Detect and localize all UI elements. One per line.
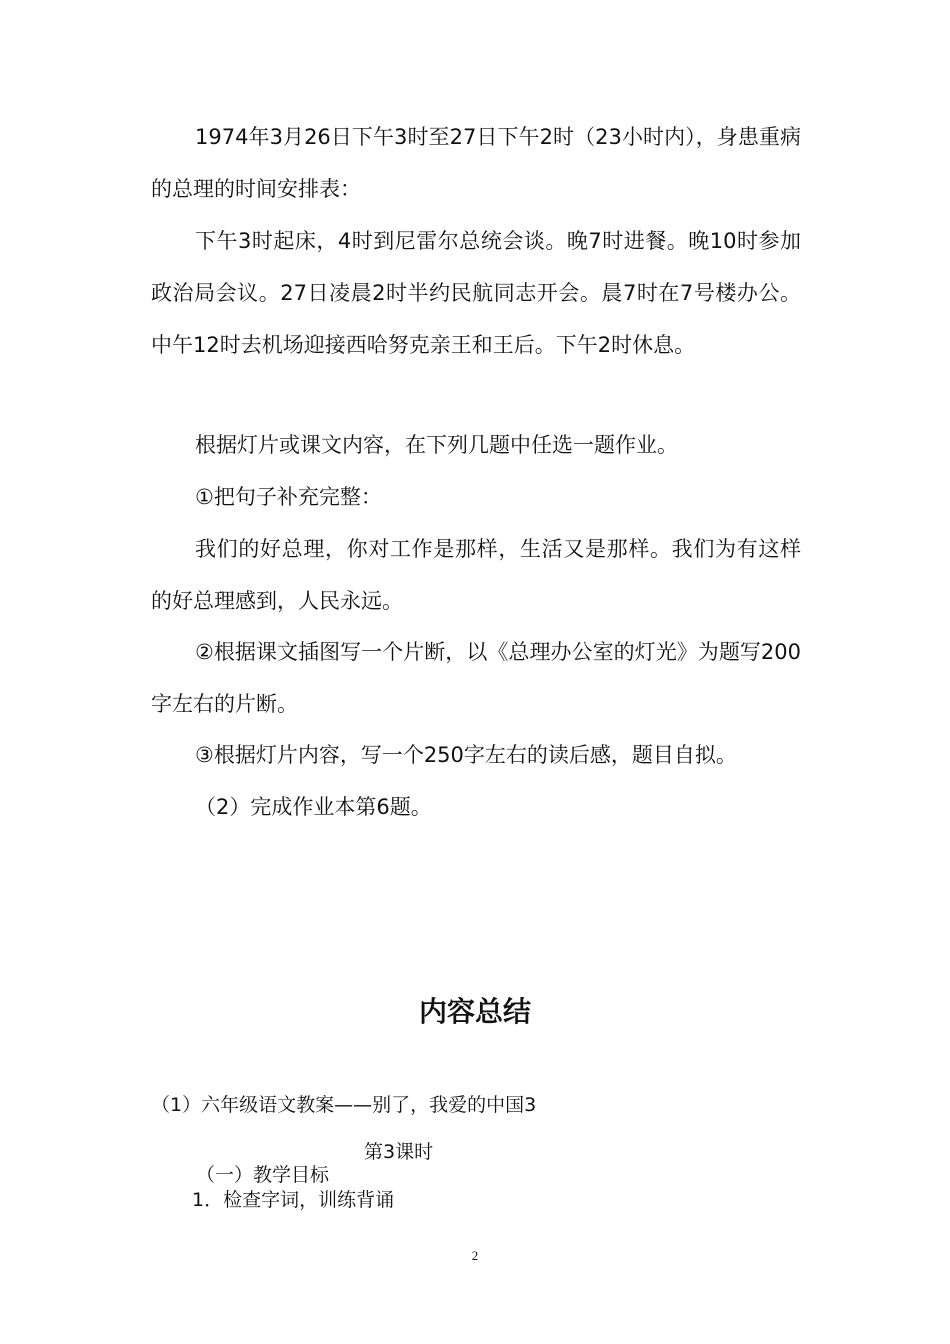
summary-title: 内容总结 (418, 995, 531, 1028)
paragraph-assignment-instruction: 根据灯片或课文内容，在下列几题中任选一题作业。 (195, 433, 678, 457)
paragraph-option-2: ②根据课文插图写一个片断，以《总理办公室的灯光》为题写200字左右的片断。 (151, 640, 801, 716)
paragraph-schedule-intro: 1974年3月26日下午3时至27日下午2时（23小时内），身患重病的总理的时间安排表： (151, 125, 801, 201)
paragraph-option-1-heading: ①把句子补充完整： (195, 485, 382, 509)
paragraph-option-1-sentence: 我们的好总理，你对工作是那样，生活又是那样。我们为有这样的好总理感到，人民永远。 (151, 537, 801, 613)
summary-objective-item: 1．检查字词，训练背诵 (192, 1189, 395, 1211)
paragraph-schedule-details: 下午3时起床，4时到尼雷尔总统会谈。晚7时进餐。晚10时参加政治局会议。27日凌晨2时半约民航同志开会。晨7时在7号楼办公。中午12时去机场迎接西哈努克亲王和王后。下午2时休息。 (151, 229, 801, 357)
summary-lesson-line: （1）六年级语文教案——别了，我爱的中国3 (151, 1094, 537, 1116)
paragraph-option-3: ③根据灯片内容，写一个250字左右的读后感，题目自拟。 (195, 743, 737, 767)
summary-period-line: 第3课时 (364, 1141, 434, 1163)
page-number: 2 (471, 1248, 479, 1263)
summary-objective-heading: （一）教学目标 (196, 1164, 330, 1186)
paragraph-homework: （2）完成作业本第6题。 (195, 795, 432, 819)
